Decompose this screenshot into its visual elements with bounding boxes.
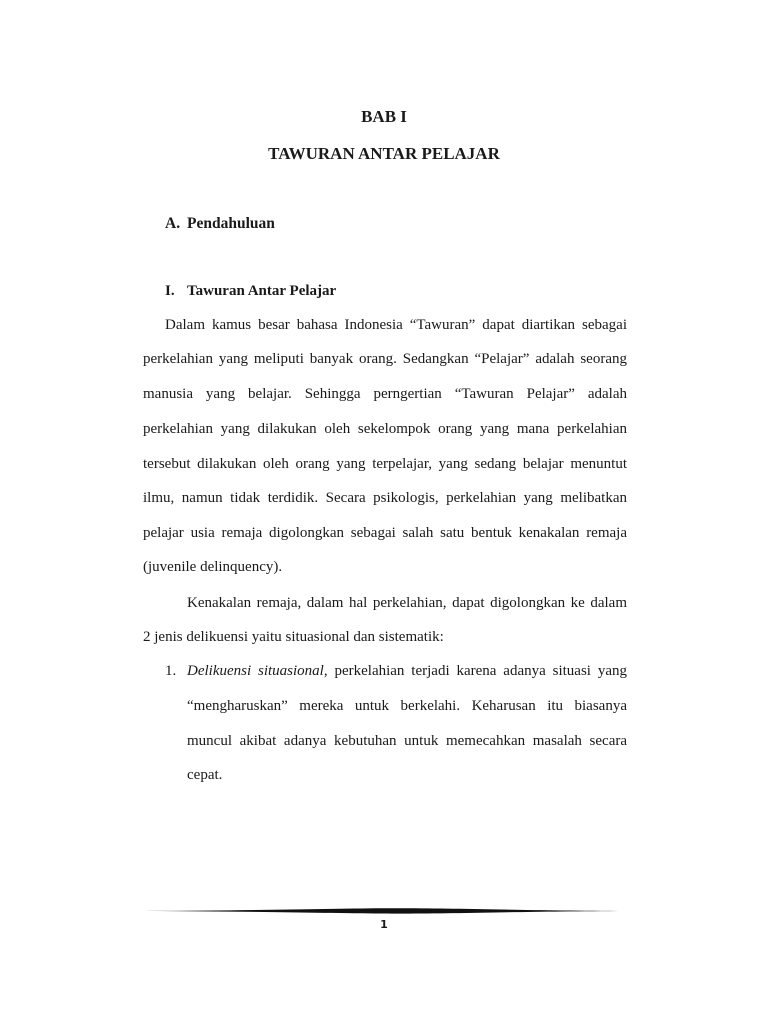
paragraph-line: (juvenile delinquency). <box>143 559 283 575</box>
list-item-text: , perkelahian terjadi karena adanya situasi yang <box>323 663 627 679</box>
list-item-term: Delikuensi situasional <box>187 663 324 679</box>
paragraph-line: tersebut dilakukan oleh orang yang terpelajar, yang sedang belajar menuntut <box>143 456 627 472</box>
paragraph-line: 2 jenis delikuensi yaitu situasional dan sistematik: <box>143 629 444 645</box>
subsection-number: I. <box>165 283 175 299</box>
list-item-number: 1. <box>165 663 177 679</box>
paragraph-line: pelajar usia remaja digolongkan sebagai salah satu bentuk kenakalan remaja <box>143 525 627 541</box>
paragraph-line: perkelahian yang meliputi banyak orang. Sedangkan “Pelajar” adalah seorang <box>143 351 627 367</box>
list-item-first-line <box>187 662 627 680</box>
paragraph-line: Dalam kamus besar bahasa Indonesia “Tawuran” dapat diartikan sebagai <box>165 317 627 333</box>
list-item-line: cepat. <box>187 767 223 783</box>
paragraph-line: ilmu, namun tidak terdidik. Secara psikologis, perkelahian yang melibatkan <box>143 490 627 506</box>
page-number: 1 <box>380 918 388 931</box>
list-item-line: muncul akibat adanya kebutuhan untuk memecahkan masalah secara <box>187 733 627 749</box>
paragraph-line: manusia yang belajar. Sehingga perngertian “Tawuran Pelajar” adalah <box>143 386 627 402</box>
footer-rule <box>143 905 627 917</box>
paragraph-line: perkelahian yang dilakukan oleh sekelompok orang yang mana perkelahian <box>143 421 627 437</box>
chapter-title: TAWURAN ANTAR PELAJAR <box>268 144 500 163</box>
chapter-label: BAB I <box>361 107 407 126</box>
paragraph-line: Kenakalan remaja, dalam hal perkelahian, dapat digolongkan ke dalam <box>187 595 627 611</box>
section-number: A. <box>165 215 181 232</box>
section-title: Pendahuluan <box>187 215 275 232</box>
subsection-title: Tawuran Antar Pelajar <box>187 283 337 299</box>
list-item-line: “mengharuskan” mereka untuk berkelahi. Keharusan itu biasanya <box>187 698 627 714</box>
